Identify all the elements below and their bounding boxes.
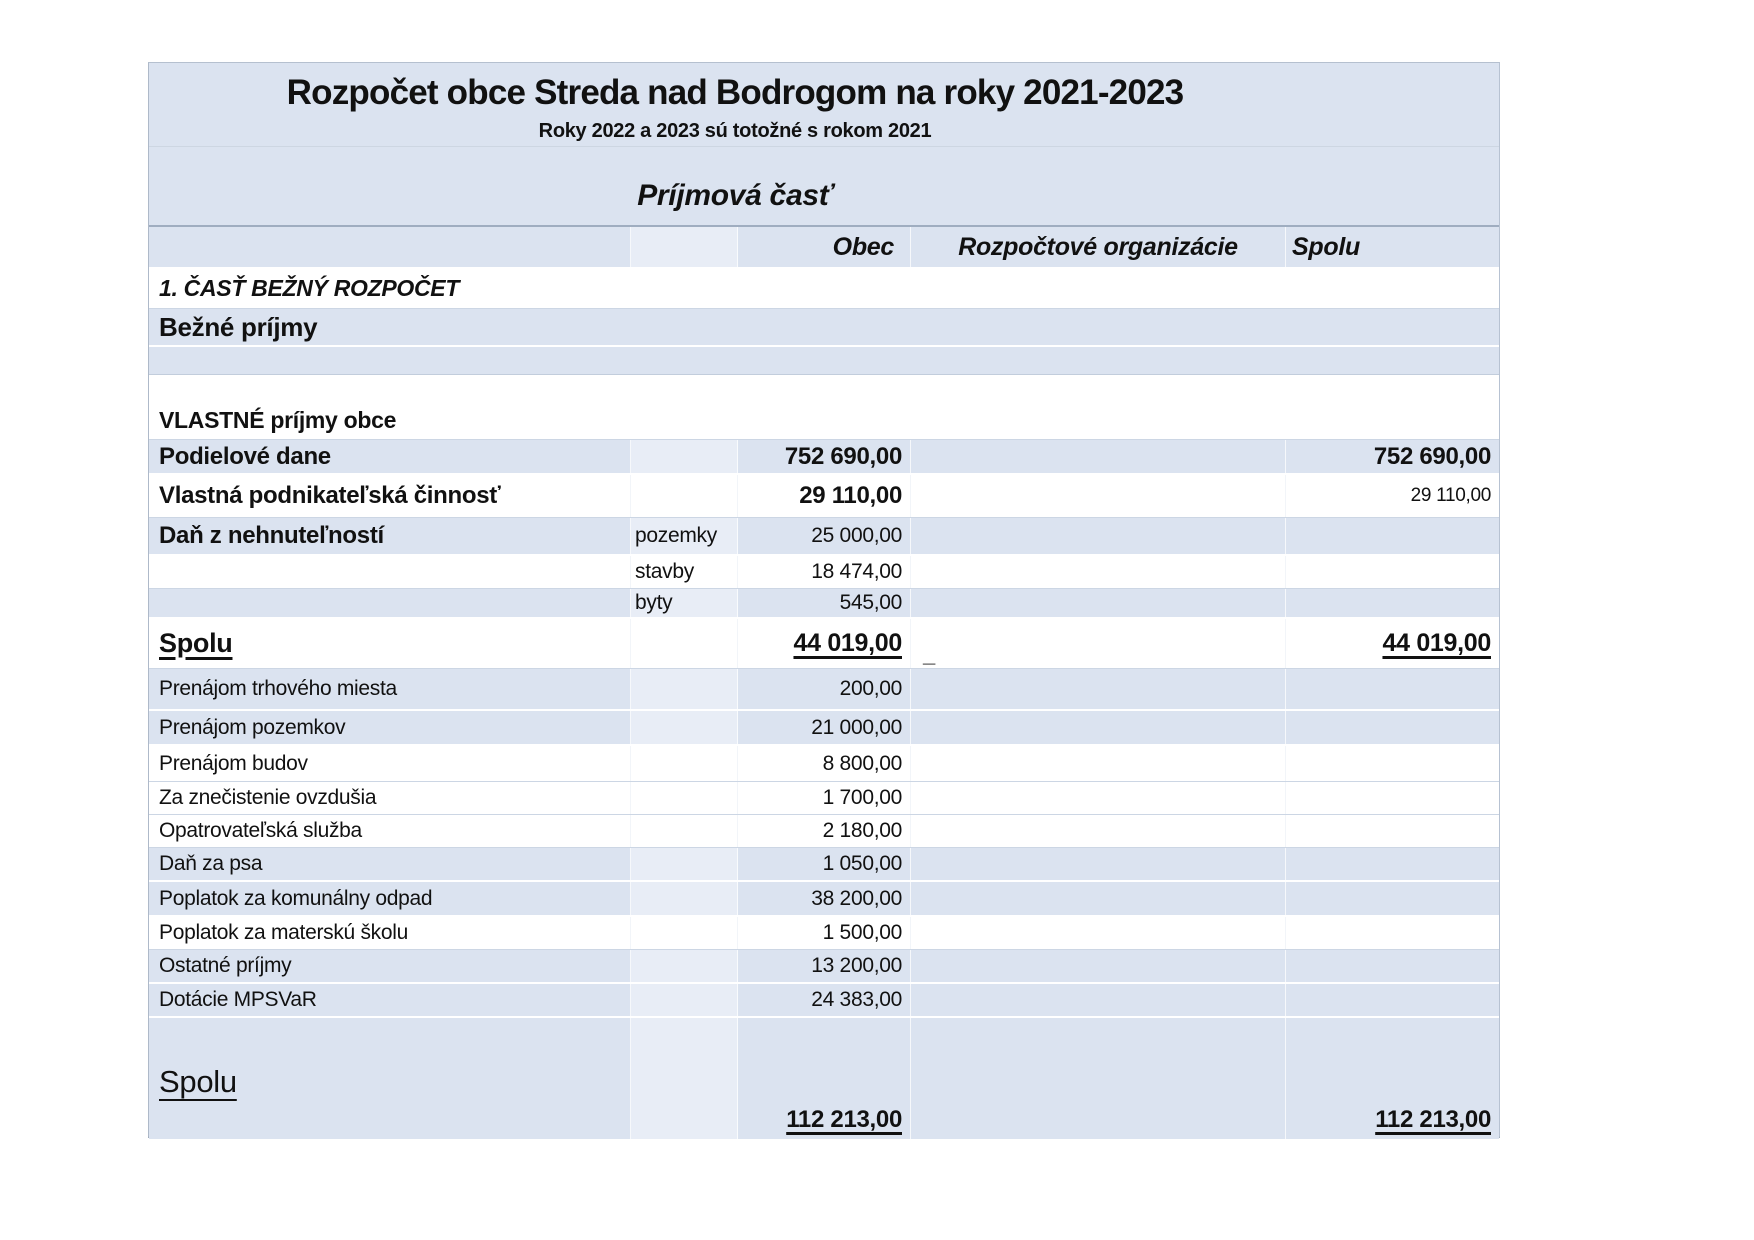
empty-cell — [1286, 746, 1501, 781]
empty-cell — [1286, 815, 1501, 847]
row-label-cell: Za znečistenie ovzdušia — [149, 782, 631, 814]
document-subtitle: Roky 2022 a 2023 sú totožné s rokom 2021 — [538, 120, 932, 142]
empty-cell — [911, 1101, 1286, 1139]
spolu-value-cell: 29 110,00 — [1410, 485, 1491, 506]
empty-cell — [631, 711, 738, 744]
total-label-cell: Spolu — [149, 1063, 631, 1101]
row-poplatok-za-komunalny-odpad — [149, 882, 1499, 917]
empty-cell — [1286, 1063, 1501, 1101]
obec-value-cell: 44 019,00 — [738, 619, 911, 668]
budget-sheet — [148, 62, 1500, 1138]
subheading: Bežné príjmy — [159, 311, 318, 342]
row-label-cell: Prenájom trhového miesta — [149, 669, 631, 709]
row-dan-byty — [149, 589, 1499, 619]
empty-cell — [149, 589, 631, 617]
row-label-cell: Ostatné príjmy — [149, 950, 631, 982]
empty-cell — [631, 619, 738, 668]
column-header-rozpoctove-organizacie: Rozpočtové organizácie — [911, 227, 1286, 267]
empty-cell — [911, 882, 1286, 915]
sublabel-cell: stavby — [631, 556, 738, 588]
empty-cell — [911, 746, 1286, 781]
row-label-cell: Poplatok za komunálny odpad — [149, 882, 631, 915]
row-label-cell: Opatrovateľská služba — [149, 815, 631, 847]
row-dan-stavby — [149, 556, 1499, 589]
empty-cell — [1286, 711, 1501, 744]
empty-cell — [911, 556, 1286, 588]
row-prenajom-trhoveho-miesta — [149, 669, 1499, 711]
empty-cell — [911, 815, 1286, 847]
obec-value-cell: 1 050,00 — [738, 848, 911, 880]
row-label-cell: Podielové dane — [149, 440, 631, 473]
empty-cell — [149, 1101, 631, 1139]
empty-cell — [738, 1063, 911, 1101]
empty-cell — [631, 882, 738, 915]
row-podielove-dane — [149, 440, 1499, 475]
group-heading-row — [149, 375, 1499, 440]
empty-cell — [911, 984, 1286, 1016]
row-dan-za-psa — [149, 848, 1499, 882]
obec-value-cell: 24 383,00 — [738, 984, 911, 1016]
empty-cell — [911, 848, 1286, 880]
empty-cell — [911, 669, 1286, 709]
row-label-cell: Daň za psa — [149, 848, 631, 880]
empty-cell — [1286, 669, 1501, 709]
part-heading: 1. ČASŤ BEŽNÝ ROZPOČET — [159, 275, 460, 301]
obec-value-cell: 8 800,00 — [738, 746, 911, 781]
empty-cell — [1286, 984, 1501, 1016]
document-title: Rozpočet obce Streda nad Bodrogom na roky 2021-2023 — [286, 73, 1184, 112]
row-dotacie-mpsvar — [149, 984, 1499, 1018]
obec-value-cell: 25 000,00 — [738, 518, 911, 554]
empty-cell — [911, 589, 1286, 617]
blank-band — [149, 1018, 1499, 1063]
empty-cell — [1286, 782, 1501, 814]
row-poplatok-za-matersku-skolu — [149, 917, 1499, 950]
column-header-row — [149, 225, 1499, 269]
row-label-cell: Prenájom pozemkov — [149, 711, 631, 744]
empty-cell — [1286, 882, 1501, 915]
empty-cell — [149, 227, 631, 267]
spolu-value-cell: 752 690,00 — [1373, 442, 1491, 470]
spolu-value-cell: 44 019,00 — [1382, 629, 1491, 657]
obec-value-cell: 13 200,00 — [738, 950, 911, 982]
empty-cell — [631, 475, 738, 517]
sublabel-cell: pozemky — [631, 518, 738, 554]
empty-cell — [631, 950, 738, 982]
subtotal-label-cell: Spolu — [149, 619, 631, 668]
empty-cell — [149, 556, 631, 588]
row-label-cell: Vlastná podnikateľská činnosť — [149, 475, 631, 517]
row-vlastna-cinnost — [149, 475, 1499, 518]
section-band — [149, 147, 1499, 225]
empty-cell — [1286, 1018, 1501, 1063]
spolu-value-cell: 112 213,00 — [1375, 1106, 1491, 1133]
empty-cell — [911, 711, 1286, 744]
row-subtotal — [149, 619, 1499, 669]
empty-cell — [1286, 917, 1501, 949]
column-header-obec: Obec — [738, 227, 911, 267]
row-label-cell: Poplatok za materskú školu — [149, 917, 631, 949]
obec-value-cell: 21 000,00 — [738, 711, 911, 744]
empty-cell — [631, 917, 738, 949]
obec-value-cell: 112 213,00 — [738, 1101, 911, 1139]
row-label-cell: Daň z nehnuteľností — [149, 518, 631, 554]
empty-cell — [149, 1018, 631, 1063]
empty-cell — [631, 746, 738, 781]
section-title: Príjmová časť — [637, 179, 833, 212]
empty-cell — [1286, 589, 1501, 617]
group-heading: VLASTNÉ príjmy obce — [159, 407, 397, 433]
obec-value-cell: 29 110,00 — [738, 475, 911, 517]
blank-band — [149, 347, 1499, 375]
column-header-spolu: Spolu — [1292, 232, 1360, 261]
empty-cell — [911, 782, 1286, 814]
obec-value-cell: 200,00 — [738, 669, 911, 709]
row-opatrovatelska-sluzba — [149, 815, 1499, 848]
row-ostatne-prijmy — [149, 950, 1499, 984]
sublabel-cell: byty — [631, 589, 738, 617]
obec-value-cell: 1 700,00 — [738, 782, 911, 814]
empty-cell — [631, 227, 738, 267]
empty-cell — [911, 1018, 1286, 1063]
obec-value-cell: 38 200,00 — [738, 882, 911, 915]
obec-value-cell: 18 474,00 — [738, 556, 911, 588]
empty-cell — [1286, 518, 1501, 554]
part-heading-row — [149, 269, 1499, 309]
empty-cell — [911, 917, 1286, 949]
empty-cell — [911, 950, 1286, 982]
empty-cell — [1286, 556, 1501, 588]
empty-cell — [631, 1101, 738, 1139]
row-label-cell: Prenájom budov — [149, 746, 631, 781]
empty-cell — [1286, 848, 1501, 880]
row-prenajom-budov — [149, 746, 1499, 782]
empty-cell — [1286, 950, 1501, 982]
empty-cell — [631, 1063, 738, 1101]
row-total-values — [149, 1101, 1499, 1139]
obec-value-cell: 1 500,00 — [738, 917, 911, 949]
empty-cell — [631, 440, 738, 473]
empty-cell — [911, 440, 1286, 473]
empty-cell — [738, 1018, 911, 1063]
empty-cell — [631, 1018, 738, 1063]
empty-cell — [911, 518, 1286, 554]
row-za-znecistenie-ovzdusia — [149, 782, 1499, 815]
obec-value-cell: 545,00 — [738, 589, 911, 617]
title-band — [149, 63, 1499, 147]
empty-cell — [631, 815, 738, 847]
empty-cell — [911, 1063, 1286, 1101]
obec-value-cell: 752 690,00 — [738, 440, 911, 473]
row-dan-z-nehnutelnosti — [149, 518, 1499, 556]
subheading-row — [149, 309, 1499, 347]
empty-cell — [631, 782, 738, 814]
empty-cell — [631, 984, 738, 1016]
row-label-cell: Dotácie MPSVaR — [149, 984, 631, 1016]
underscore-mark-cell: _ — [911, 619, 1286, 668]
row-total-label — [149, 1063, 1499, 1101]
empty-cell — [631, 848, 738, 880]
obec-value-cell: 2 180,00 — [738, 815, 911, 847]
empty-cell — [631, 669, 738, 709]
empty-cell — [911, 475, 1286, 517]
row-prenajom-pozemkov — [149, 711, 1499, 746]
